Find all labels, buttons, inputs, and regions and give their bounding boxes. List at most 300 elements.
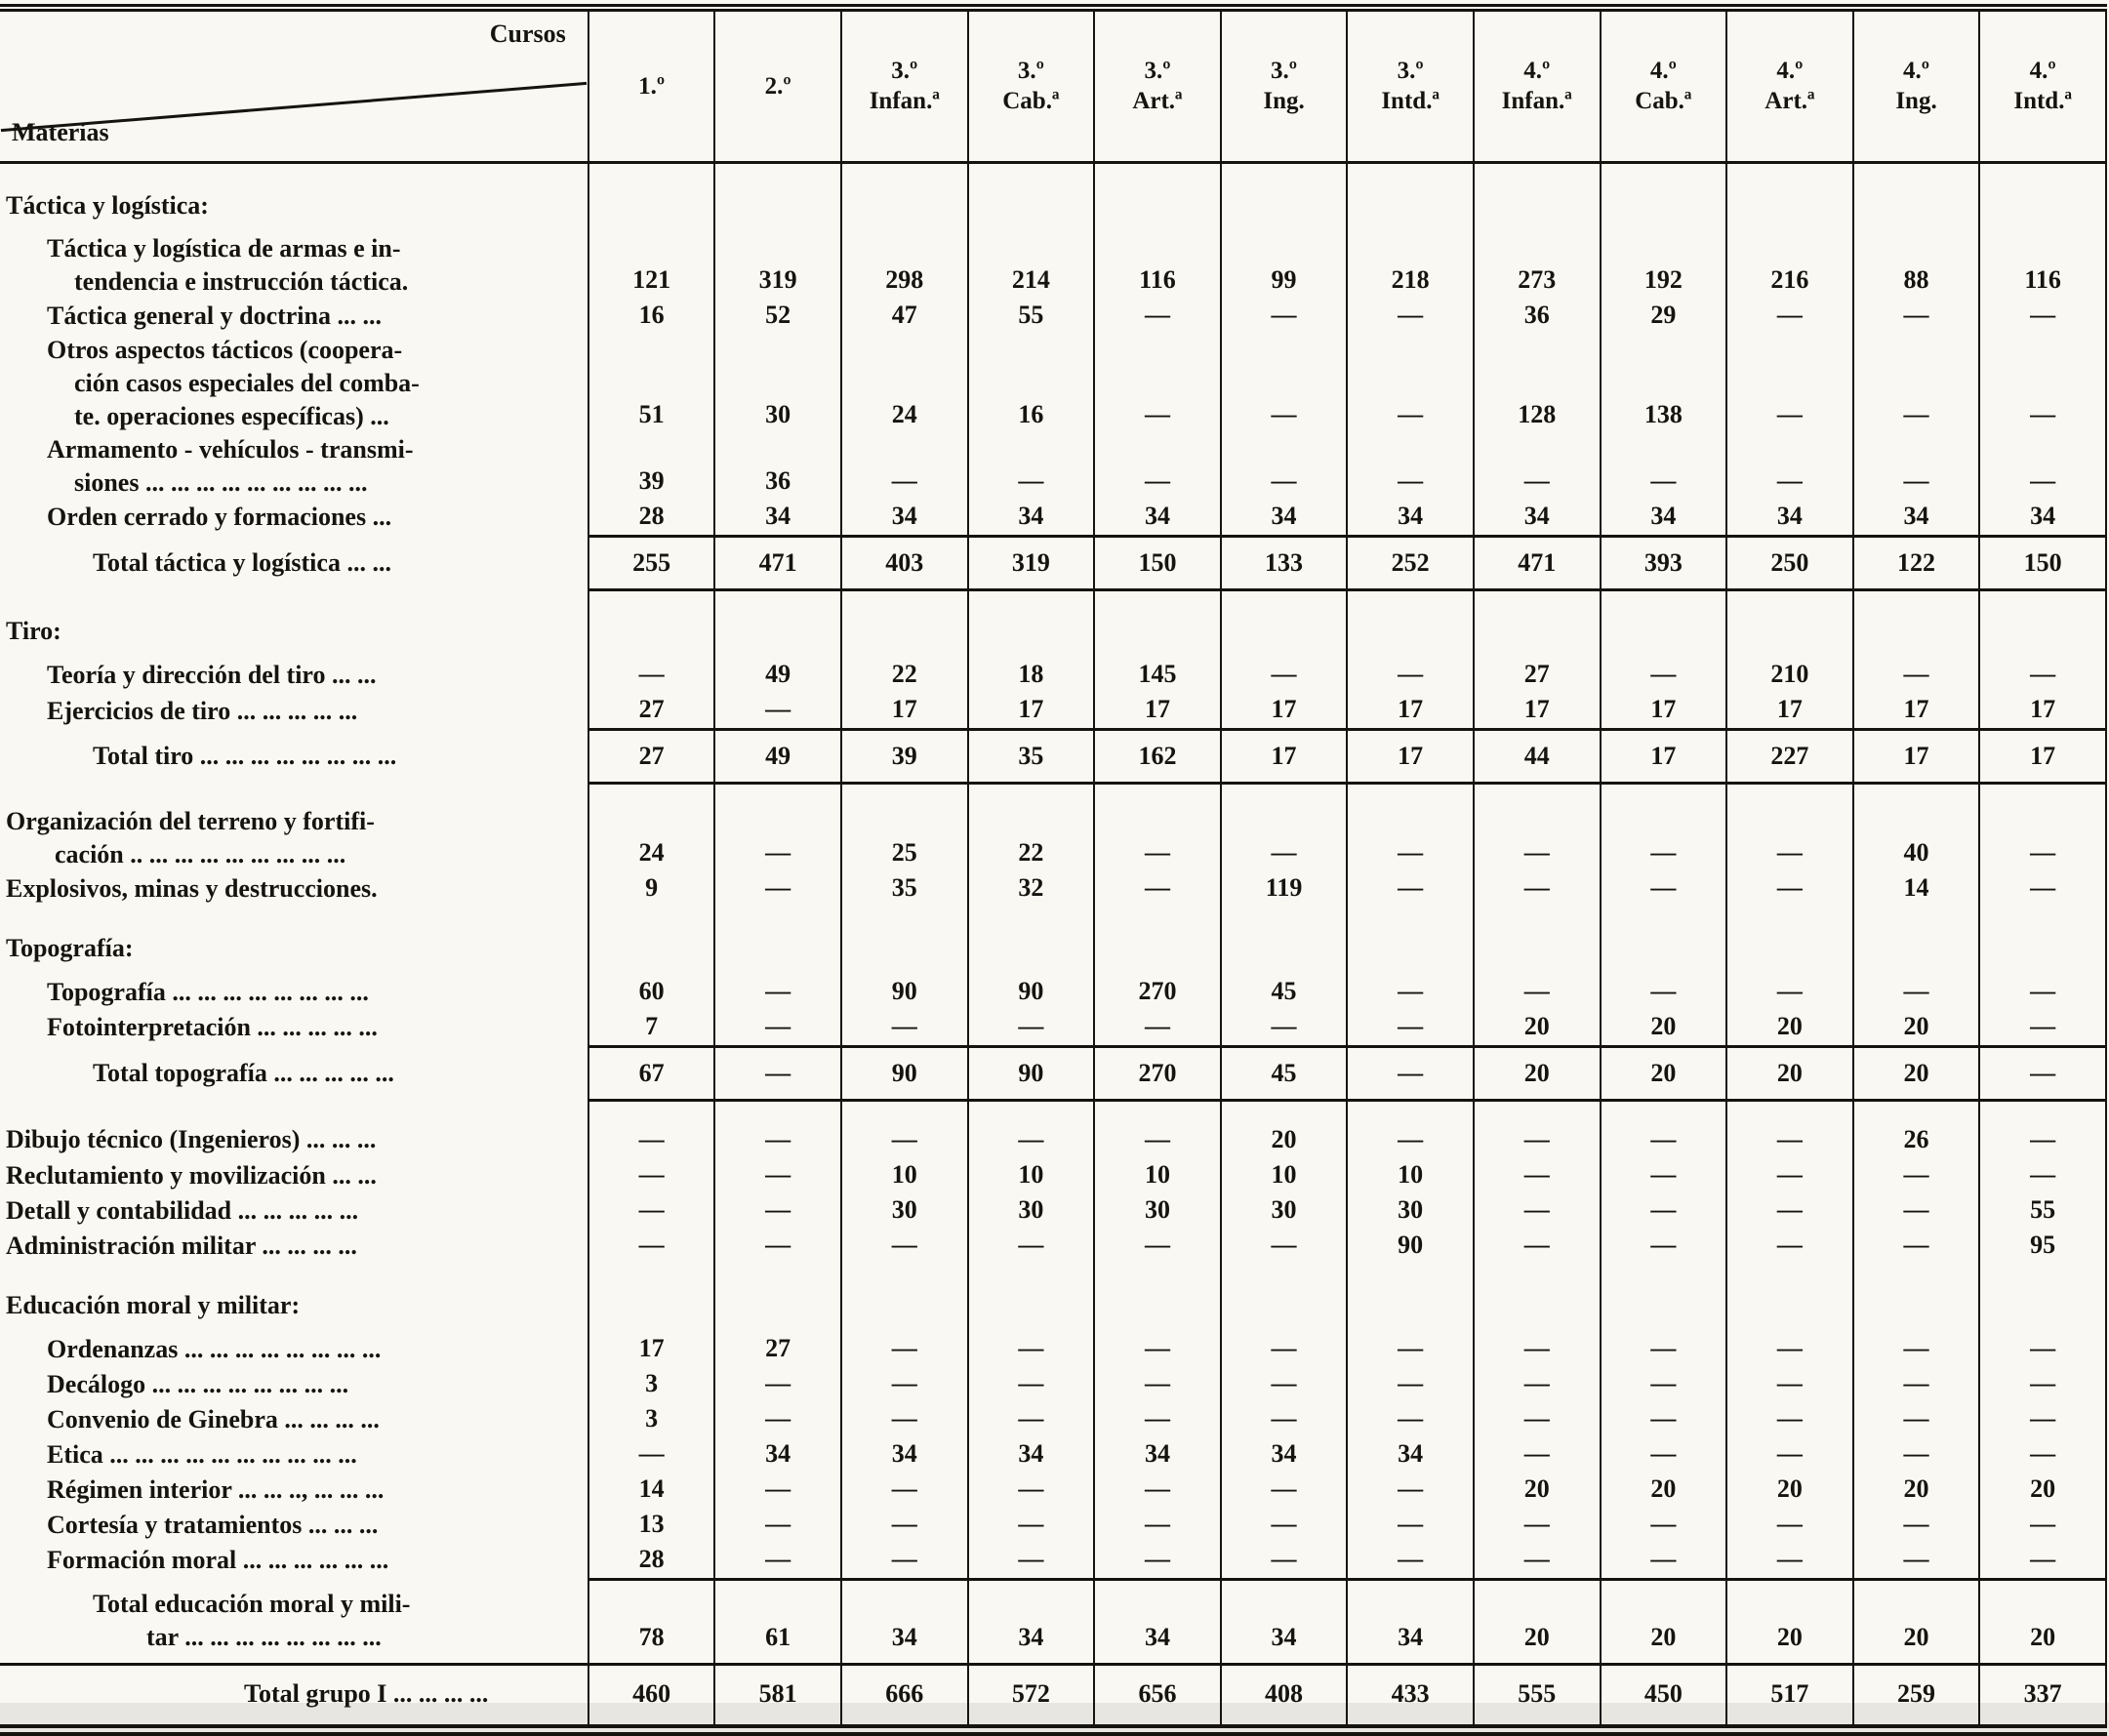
- value-cell: —: [1726, 1229, 1853, 1264]
- value-cell: [841, 1264, 968, 1332]
- value-cell: [968, 907, 1095, 975]
- value-cell: —: [1094, 784, 1221, 871]
- subject-row: [0, 1193, 2106, 1229]
- value-cell: —: [1347, 871, 1474, 907]
- value-cell: —: [968, 1332, 1095, 1367]
- value-cell: —: [1221, 334, 1348, 433]
- corner-header-cell: [0, 8, 588, 162]
- value-cell: —: [1221, 1508, 1348, 1543]
- value-cell: [1221, 1264, 1348, 1332]
- value-cell: 78: [588, 1579, 715, 1665]
- value-cell: 17: [1601, 730, 1727, 784]
- value-cell: —: [841, 1229, 968, 1264]
- value-cell: 29: [1601, 299, 1727, 334]
- column-grade-label: 4.º: [1523, 58, 1551, 85]
- value-cell: —: [1979, 1010, 2106, 1047]
- subject-row: [0, 975, 2106, 1010]
- row-label: [0, 500, 588, 537]
- value-cell: —: [1601, 975, 1727, 1010]
- value-cell: —: [1474, 975, 1601, 1010]
- value-cell: —: [1221, 1229, 1348, 1264]
- value-cell: 656: [1094, 1665, 1221, 1731]
- value-cell: —: [1726, 1158, 1853, 1193]
- value-cell: —: [588, 1193, 715, 1229]
- value-cell: 34: [1853, 500, 1980, 537]
- value-cell: 45: [1221, 1046, 1348, 1100]
- value-cell: 17: [1979, 730, 2106, 784]
- value-cell: [968, 162, 1095, 232]
- value-cell: 17: [1853, 730, 1980, 784]
- value-cell: 34: [1347, 500, 1474, 537]
- value-cell: 60: [588, 975, 715, 1010]
- value-cell: —: [841, 1473, 968, 1508]
- subject-row: [0, 1332, 2106, 1367]
- row-label: [0, 1332, 588, 1367]
- value-cell: —: [1094, 1100, 1221, 1158]
- value-cell: —: [714, 784, 841, 871]
- value-cell: 30: [714, 334, 841, 433]
- value-cell: [714, 162, 841, 232]
- value-cell: 22: [968, 784, 1095, 871]
- value-cell: 20: [1726, 1010, 1853, 1047]
- row-label: [0, 1229, 588, 1264]
- value-cell: —: [1853, 1508, 1980, 1543]
- value-cell: 122: [1853, 536, 1980, 589]
- value-cell: 581: [714, 1665, 841, 1731]
- value-cell: 90: [968, 1046, 1095, 1100]
- row-label: [0, 589, 588, 658]
- value-cell: —: [1347, 1473, 1474, 1508]
- value-cell: —: [1726, 299, 1853, 334]
- value-cell: —: [1601, 433, 1727, 500]
- row-label: [0, 1193, 588, 1229]
- value-cell: 145: [1094, 658, 1221, 693]
- value-cell: —: [1601, 1508, 1727, 1543]
- column-grade-label: 3.º: [891, 58, 918, 85]
- value-cell: —: [1979, 334, 2106, 433]
- value-cell: —: [1979, 1100, 2106, 1158]
- value-cell: —: [1221, 1367, 1348, 1402]
- value-cell: —: [841, 1010, 968, 1047]
- value-cell: —: [1474, 1367, 1601, 1402]
- row-label: [0, 433, 588, 500]
- value-cell: —: [1474, 1508, 1601, 1543]
- value-cell: 13: [588, 1508, 715, 1543]
- value-cell: —: [1094, 299, 1221, 334]
- value-cell: [1474, 1264, 1601, 1332]
- subject-row: [0, 1229, 2106, 1264]
- row-label-text: Táctica y logística de armas e in-: [47, 233, 401, 262]
- value-cell: —: [1979, 1367, 2106, 1402]
- row-label-text: Táctica y logística:: [6, 190, 209, 220]
- value-cell: 250: [1726, 536, 1853, 589]
- value-cell: [1347, 162, 1474, 232]
- value-cell: 52: [714, 299, 841, 334]
- grand-total-row: [0, 1665, 2106, 1731]
- value-cell: —: [1853, 1332, 1980, 1367]
- curriculum-hours-table: [0, 4, 2107, 1736]
- value-cell: 25: [841, 784, 968, 871]
- value-cell: 17: [588, 1332, 715, 1367]
- value-cell: 27: [588, 693, 715, 730]
- value-cell: —: [714, 1158, 841, 1193]
- row-label: [0, 784, 588, 871]
- value-cell: —: [1347, 1332, 1474, 1367]
- value-cell: [714, 589, 841, 658]
- value-cell: 121: [588, 232, 715, 299]
- value-cell: 14: [1853, 871, 1980, 907]
- value-cell: —: [1474, 1100, 1601, 1158]
- row-label: [0, 1473, 588, 1508]
- value-cell: 34: [1347, 1437, 1474, 1473]
- value-cell: 22: [841, 658, 968, 693]
- value-cell: 34: [1474, 500, 1601, 537]
- value-cell: 408: [1221, 1665, 1348, 1731]
- value-cell: —: [968, 1402, 1095, 1437]
- value-cell: 34: [968, 500, 1095, 537]
- value-cell: —: [1726, 1402, 1853, 1437]
- row-label: [0, 658, 588, 693]
- value-cell: —: [968, 1010, 1095, 1047]
- value-cell: 34: [1221, 1437, 1348, 1473]
- value-cell: 450: [1601, 1665, 1727, 1731]
- value-cell: 20: [1601, 1010, 1727, 1047]
- column-branch-label: Cab.ª: [1635, 88, 1692, 115]
- value-cell: 17: [1094, 693, 1221, 730]
- row-label: [0, 1010, 588, 1047]
- value-cell: 227: [1726, 730, 1853, 784]
- value-cell: 20: [1979, 1579, 2106, 1665]
- value-cell: —: [1726, 433, 1853, 500]
- column-header-11: [1853, 8, 1980, 162]
- row-label-text: Otros aspectos tácticos (coopera-: [47, 335, 403, 364]
- value-cell: —: [1474, 433, 1601, 500]
- column-header-2: [714, 8, 841, 162]
- value-cell: 216: [1726, 232, 1853, 299]
- value-cell: —: [588, 1437, 715, 1473]
- value-cell: 298: [841, 232, 968, 299]
- value-cell: —: [1601, 1332, 1727, 1367]
- value-cell: 14: [588, 1473, 715, 1508]
- value-cell: 47: [841, 299, 968, 334]
- value-cell: —: [1221, 1402, 1348, 1437]
- value-cell: 20: [1601, 1046, 1727, 1100]
- value-cell: [841, 907, 968, 975]
- value-cell: —: [1094, 1543, 1221, 1580]
- value-cell: 34: [1221, 500, 1348, 537]
- value-cell: 17: [1474, 693, 1601, 730]
- value-cell: [1094, 589, 1221, 658]
- value-cell: —: [1979, 784, 2106, 871]
- value-cell: —: [1601, 1158, 1727, 1193]
- row-label: [0, 1046, 588, 1100]
- value-cell: 150: [1979, 536, 2106, 589]
- value-cell: —: [1474, 1437, 1601, 1473]
- value-cell: 138: [1601, 334, 1727, 433]
- value-cell: [1601, 907, 1727, 975]
- value-cell: 433: [1347, 1665, 1474, 1731]
- row-label: [0, 975, 588, 1010]
- value-cell: 35: [841, 871, 968, 907]
- value-cell: 24: [841, 334, 968, 433]
- row-label-text: Ejercicios de tiro ... ... ... ... ...: [47, 696, 358, 725]
- row-label-text: Dibujo técnico (Ingenieros) ... ... ...: [6, 1124, 377, 1153]
- total-row: [0, 1579, 2106, 1665]
- subject-row: [0, 299, 2106, 334]
- subject-row: [0, 232, 2106, 299]
- value-cell: —: [588, 1229, 715, 1264]
- value-cell: 20: [1474, 1046, 1601, 1100]
- row-label: [0, 536, 588, 589]
- value-cell: [1094, 1264, 1221, 1332]
- value-cell: —: [1979, 871, 2106, 907]
- value-cell: [1726, 162, 1853, 232]
- value-cell: —: [1979, 975, 2106, 1010]
- value-cell: 337: [1979, 1665, 2106, 1731]
- value-cell: —: [1853, 1402, 1980, 1437]
- value-cell: [1726, 907, 1853, 975]
- value-cell: —: [714, 1473, 841, 1508]
- row-label-continuation: te. operaciones específicas) ...: [74, 401, 389, 430]
- value-cell: 20: [1853, 1579, 1980, 1665]
- column-grade-label: 3.º: [1017, 58, 1044, 85]
- column-header-10: [1726, 8, 1853, 162]
- value-cell: 259: [1853, 1665, 1980, 1731]
- column-branch-label: Infan.ª: [1501, 88, 1572, 115]
- value-cell: 17: [1853, 693, 1980, 730]
- value-cell: —: [1726, 975, 1853, 1010]
- value-cell: [1979, 907, 2106, 975]
- column-header-8: [1474, 8, 1601, 162]
- value-cell: —: [1221, 784, 1348, 871]
- row-label-text: Topografía ... ... ... ... ... ... ... ...: [47, 977, 369, 1006]
- column-header-1: [588, 8, 715, 162]
- value-cell: —: [1726, 1332, 1853, 1367]
- value-cell: —: [1853, 1437, 1980, 1473]
- row-label: [0, 907, 588, 975]
- subject-row: [0, 1473, 2106, 1508]
- value-cell: 30: [1347, 1193, 1474, 1229]
- value-cell: —: [714, 1100, 841, 1158]
- row-label: [0, 1543, 588, 1580]
- value-cell: —: [1601, 1367, 1727, 1402]
- value-cell: [1726, 589, 1853, 658]
- value-cell: 10: [1347, 1158, 1474, 1193]
- row-label-text: Formación moral ... ... ... ... ... ...: [47, 1546, 389, 1575]
- subjects-header-label: Materias: [12, 117, 109, 146]
- value-cell: —: [841, 1402, 968, 1437]
- value-cell: —: [714, 1508, 841, 1543]
- value-cell: 17: [841, 693, 968, 730]
- value-cell: —: [1221, 658, 1348, 693]
- value-cell: —: [1601, 1100, 1727, 1158]
- column-grade-label: 4.º: [2029, 58, 2056, 85]
- value-cell: 10: [841, 1158, 968, 1193]
- value-cell: 133: [1221, 536, 1348, 589]
- row-label: [0, 1264, 588, 1332]
- value-cell: 34: [841, 500, 968, 537]
- value-cell: —: [1979, 1402, 2106, 1437]
- value-cell: 319: [714, 232, 841, 299]
- value-cell: 192: [1601, 232, 1727, 299]
- value-cell: 34: [1726, 500, 1853, 537]
- value-cell: —: [1979, 658, 2106, 693]
- row-label: [0, 1508, 588, 1543]
- value-cell: —: [1094, 1332, 1221, 1367]
- value-cell: 20: [1221, 1100, 1348, 1158]
- value-cell: 517: [1726, 1665, 1853, 1731]
- value-cell: 270: [1094, 975, 1221, 1010]
- value-cell: 252: [1347, 536, 1474, 589]
- row-label-text: Decálogo ... ... ... ... ... ... ... ...: [47, 1369, 349, 1398]
- value-cell: —: [1853, 975, 1980, 1010]
- subject-row: [0, 433, 2106, 500]
- value-cell: —: [714, 1543, 841, 1580]
- value-cell: —: [968, 1229, 1095, 1264]
- value-cell: 34: [1094, 500, 1221, 537]
- value-cell: —: [1474, 1402, 1601, 1437]
- value-cell: —: [1853, 1193, 1980, 1229]
- column-grade-label: 3.º: [1271, 58, 1298, 85]
- value-cell: 67: [588, 1046, 715, 1100]
- row-label-continuation: cación .. ... ... ... ... ... ... ... ...: [55, 839, 346, 868]
- value-cell: 17: [1221, 693, 1348, 730]
- value-cell: 9: [588, 871, 715, 907]
- value-cell: [1221, 907, 1348, 975]
- value-cell: —: [1726, 1437, 1853, 1473]
- value-cell: —: [1601, 1437, 1727, 1473]
- value-cell: —: [841, 1367, 968, 1402]
- value-cell: —: [1347, 1100, 1474, 1158]
- value-cell: 119: [1221, 871, 1348, 907]
- value-cell: 471: [714, 536, 841, 589]
- value-cell: [1347, 1264, 1474, 1332]
- value-cell: 49: [714, 658, 841, 693]
- value-cell: 95: [1979, 1229, 2106, 1264]
- value-cell: —: [1726, 1508, 1853, 1543]
- row-label-text: Educación moral y militar:: [6, 1290, 301, 1319]
- value-cell: 34: [841, 1579, 968, 1665]
- value-cell: —: [1347, 1508, 1474, 1543]
- value-cell: —: [1601, 1193, 1727, 1229]
- value-cell: 20: [1726, 1579, 1853, 1665]
- value-cell: —: [841, 433, 968, 500]
- value-cell: [1601, 1264, 1727, 1332]
- row-label: [0, 693, 588, 730]
- column-branch-label: Infan.ª: [869, 88, 940, 115]
- value-cell: —: [968, 1367, 1095, 1402]
- value-cell: —: [1979, 433, 2106, 500]
- value-cell: [1601, 162, 1727, 232]
- value-cell: —: [1094, 1367, 1221, 1402]
- value-cell: —: [714, 1229, 841, 1264]
- row-label-continuation: ción casos especiales del comba-: [74, 368, 420, 397]
- column-header-3: [841, 8, 968, 162]
- value-cell: 30: [1094, 1193, 1221, 1229]
- value-cell: [1474, 162, 1601, 232]
- value-cell: 10: [968, 1158, 1095, 1193]
- value-cell: 34: [714, 500, 841, 537]
- value-cell: [1474, 589, 1601, 658]
- value-cell: 28: [588, 500, 715, 537]
- value-cell: 116: [1979, 232, 2106, 299]
- value-cell: —: [714, 871, 841, 907]
- value-cell: 666: [841, 1665, 968, 1731]
- value-cell: 30: [968, 1193, 1095, 1229]
- value-cell: [588, 589, 715, 658]
- value-cell: —: [841, 1543, 968, 1580]
- value-cell: 32: [968, 871, 1095, 907]
- value-cell: —: [968, 1543, 1095, 1580]
- value-cell: [841, 589, 968, 658]
- row-label-text: Cortesía y tratamientos ... ... ...: [47, 1510, 379, 1539]
- value-cell: —: [1221, 299, 1348, 334]
- value-cell: —: [1094, 334, 1221, 433]
- value-cell: [841, 162, 968, 232]
- value-cell: 40: [1853, 784, 1980, 871]
- row-label-text: Fotointerpretación ... ... ... ... ...: [47, 1013, 378, 1042]
- value-cell: 162: [1094, 730, 1221, 784]
- row-label-continuation: tendencia e instrucción táctica.: [74, 266, 409, 296]
- value-cell: 393: [1601, 536, 1727, 589]
- row-label-text: Organización del terreno y fortifi-: [6, 806, 375, 835]
- value-cell: —: [588, 658, 715, 693]
- subject-row: [0, 693, 2106, 730]
- column-grade-label: 4.º: [1776, 58, 1804, 85]
- subject-row: [0, 1508, 2106, 1543]
- column-grade-label: 1.º: [638, 72, 666, 100]
- value-cell: 20: [1601, 1473, 1727, 1508]
- value-cell: [1853, 907, 1980, 975]
- value-cell: 17: [1347, 693, 1474, 730]
- value-cell: 7: [588, 1010, 715, 1047]
- row-label: [0, 1367, 588, 1402]
- value-cell: —: [1474, 871, 1601, 907]
- value-cell: [714, 907, 841, 975]
- value-cell: 270: [1094, 1046, 1221, 1100]
- subject-row: [0, 1543, 2106, 1580]
- row-label-text: Reclutamiento y movilización ... ...: [6, 1160, 377, 1190]
- value-cell: 26: [1853, 1100, 1980, 1158]
- value-cell: 36: [714, 433, 841, 500]
- value-cell: —: [1979, 1332, 2106, 1367]
- value-cell: —: [1474, 1158, 1601, 1193]
- row-label-text: Detall y contabilidad ... ... ... ... ...: [6, 1195, 359, 1225]
- value-cell: [1094, 907, 1221, 975]
- value-cell: —: [1726, 871, 1853, 907]
- row-label: [0, 162, 588, 232]
- value-cell: —: [1094, 871, 1221, 907]
- value-cell: 30: [841, 1193, 968, 1229]
- row-label: [0, 232, 588, 299]
- value-cell: 20: [1853, 1046, 1980, 1100]
- value-cell: 27: [714, 1332, 841, 1367]
- row-label-text: Régimen interior ... ... .., ... ... ...: [47, 1474, 385, 1504]
- value-cell: —: [1221, 1473, 1348, 1508]
- value-cell: 16: [968, 334, 1095, 433]
- value-cell: —: [1347, 1402, 1474, 1437]
- value-cell: [1726, 1264, 1853, 1332]
- value-cell: 20: [1474, 1473, 1601, 1508]
- value-cell: [1474, 907, 1601, 975]
- column-grade-label: 4.º: [1903, 58, 1930, 85]
- column-branch-label: Intd.ª: [2013, 88, 2072, 115]
- value-cell: 319: [968, 536, 1095, 589]
- value-cell: 90: [841, 1046, 968, 1100]
- value-cell: —: [714, 1010, 841, 1047]
- value-cell: [1221, 589, 1348, 658]
- subject-row: [0, 1158, 2106, 1193]
